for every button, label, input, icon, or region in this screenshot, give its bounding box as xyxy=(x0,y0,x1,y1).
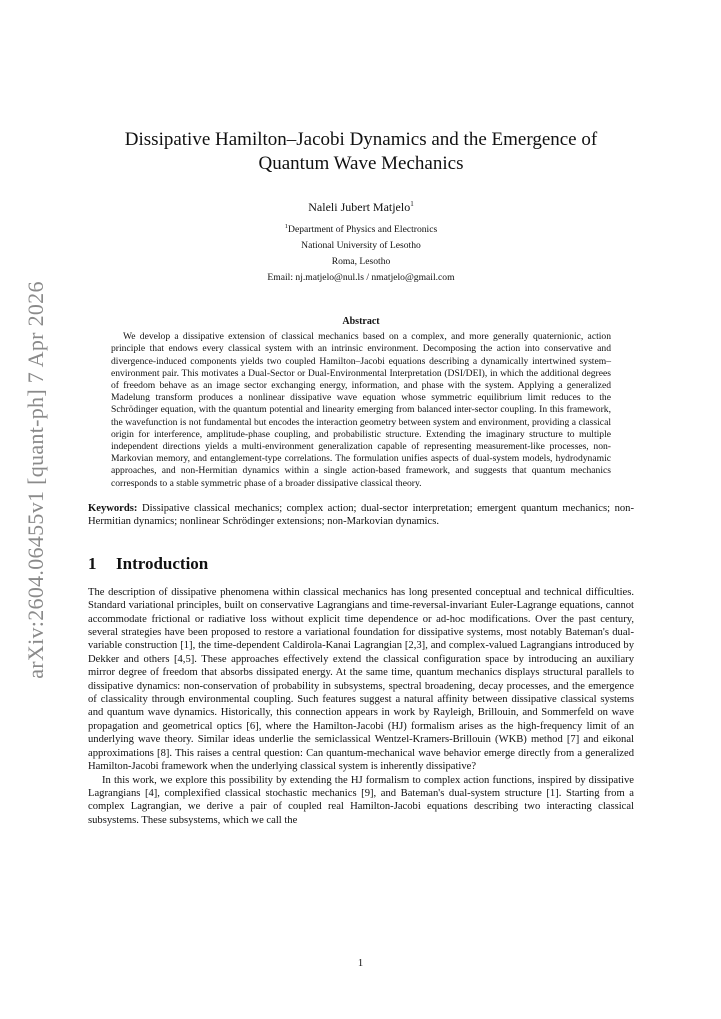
section-heading xyxy=(88,554,634,574)
keywords xyxy=(88,502,634,528)
affiliation-university: National University of Lesotho xyxy=(301,240,421,252)
page-number: 1 xyxy=(357,958,364,969)
intro-paragraph-1: The description of dissipative phenomena within classical mechanics has long presented conceptual and technical difficulties. Standard variational principles, built on conservative Lagrangians and time-reversal-invariant Euler-Lagrange equations, cannot accommodate frictional or radiative loss without explicit time dependence or ad-hoc modifications. Over the past century, several strategies have been proposed to restore a variational foundation for dissipative systems, most notably Bateman's dual-variable construction [1], the time-dependent Caldirola-Kanai Lagrangian [2,3], and complex-valued Lagrangians introduced by Dekker and others [4,5]. These approaches effectively extend the classical configuration space by introducing an auxiliary mirror degree of freedom that absorbs dissipated energy. At the same time, quantum mechanics displays structural parallels to dissipative dynamics: non-conservation of probability in subsystems, spectral broadening, decay processes, and the emergence of classicality through environmental coupling. Such features suggest a natural affinity between dissipative classical systems and quantum wave dynamics. Historically, this connection appears in work by Rayleigh, Brillouin, and Sommerfeld on wave propagation and geometrical optics [6], where the Hamilton-Jacobi (HJ) formalism arises as the high-frequency limit of an underlying wave theory. Similar ideas underlie the semiclassical Wentzel-Kramers-Brillouin (WKB) method [7] and eikonal approximations [8]. This raises a central question: Can quantum-mechanical wave behavior emerge directly from a generalized Hamilton-Jacobi framework when the underlying classical system is inherently dissipative? xyxy=(88,586,634,773)
author-marker: 1 xyxy=(410,200,414,208)
department-text: Department of Physics and Electronics xyxy=(288,224,438,236)
affiliation-email: Email: nj.matjelo@nul.ls / nmatjelo@gmail.com xyxy=(267,272,455,284)
arxiv-identifier-text: arXiv:2604.06455v1 [quant-ph] 7 Apr 2026 xyxy=(23,281,48,679)
abstract-text: We develop a dissipative extension of classical mechanics based on a complex, and more generally quaternionic, action principle that endows every classical system with an intrinsic environment. Decomposing the action into conservative and divergence-induced components yields two coupled Hamilton–Jacobi equations describing a dynamically intertwined system–environment pair. This motivates a Dual-Sector or Dual-Environmental Interpretation (DSI/DEI), in which the additional degrees of freedom behave as an image sector exchanging energy, information, and phase with the system. Applying a generalized Madelung transform produces a nonlinear dissipative wave equation whose symmetric equilibrium limit reduces to the Schrödinger equation, with the quantum potential and linearity emerging from balanced inter-sector coupling. In this framework, the wavefunction is not fundamental but encodes the interaction geometry between system and environment, providing a classical origin for interference, amplitude-phase coupling, and probabilistic structure. Extending the imaginary structure to multiple independent directions yields a multi-environment generalization capable of representing measurement-like processes, non-Markovian memory, and entanglement-type correlations. The formulation unifies aspects of dual-system models, hydrodynamic approaches, and non-Hermitian dynamics within a single action-based framework, and suggests that quantum mechanics corresponds to a stable symmetric phase of a broader dissipative classical theory. xyxy=(111,331,611,489)
section-title: Introduction xyxy=(116,553,209,573)
keywords-text: Dissipative classical mechanics; complex action; dual-sector interpretation; emergent quantum mechanics; non-Hermitian dynamics; nonlinear Schrödinger extensions; non-Markovian dynamics. xyxy=(88,502,634,527)
section-number: 1 xyxy=(88,553,97,573)
arxiv-identifier xyxy=(16,281,56,679)
abstract-heading: Abstract xyxy=(342,316,380,328)
affiliation-location: Roma, Lesotho xyxy=(331,256,391,268)
affiliation-marker: 1 xyxy=(284,223,289,230)
intro-paragraph-2: In this work, we explore this possibility by extending the HJ formalism to complex action functions, inspired by dissipative Lagrangians [4], complexified classical stochastic mechanics [9], and Bateman's dual-system structure [1]. Starting from a complex Lagrangian, we derive a pair of coupled real Hamilton-Jacobi equations describing two interacting classical subsystems. These subsystems, which we call the xyxy=(88,774,634,826)
keywords-label: Keywords: xyxy=(88,502,138,514)
paper-page xyxy=(88,128,634,827)
author-name: Naleli Jubert Matjelo xyxy=(308,200,411,214)
paper-title: Dissipative Hamilton–Jacobi Dynamics and the Emergence of Quantum Wave Mechanics xyxy=(124,129,598,174)
affiliation-department xyxy=(88,219,634,238)
author-line xyxy=(88,200,634,215)
